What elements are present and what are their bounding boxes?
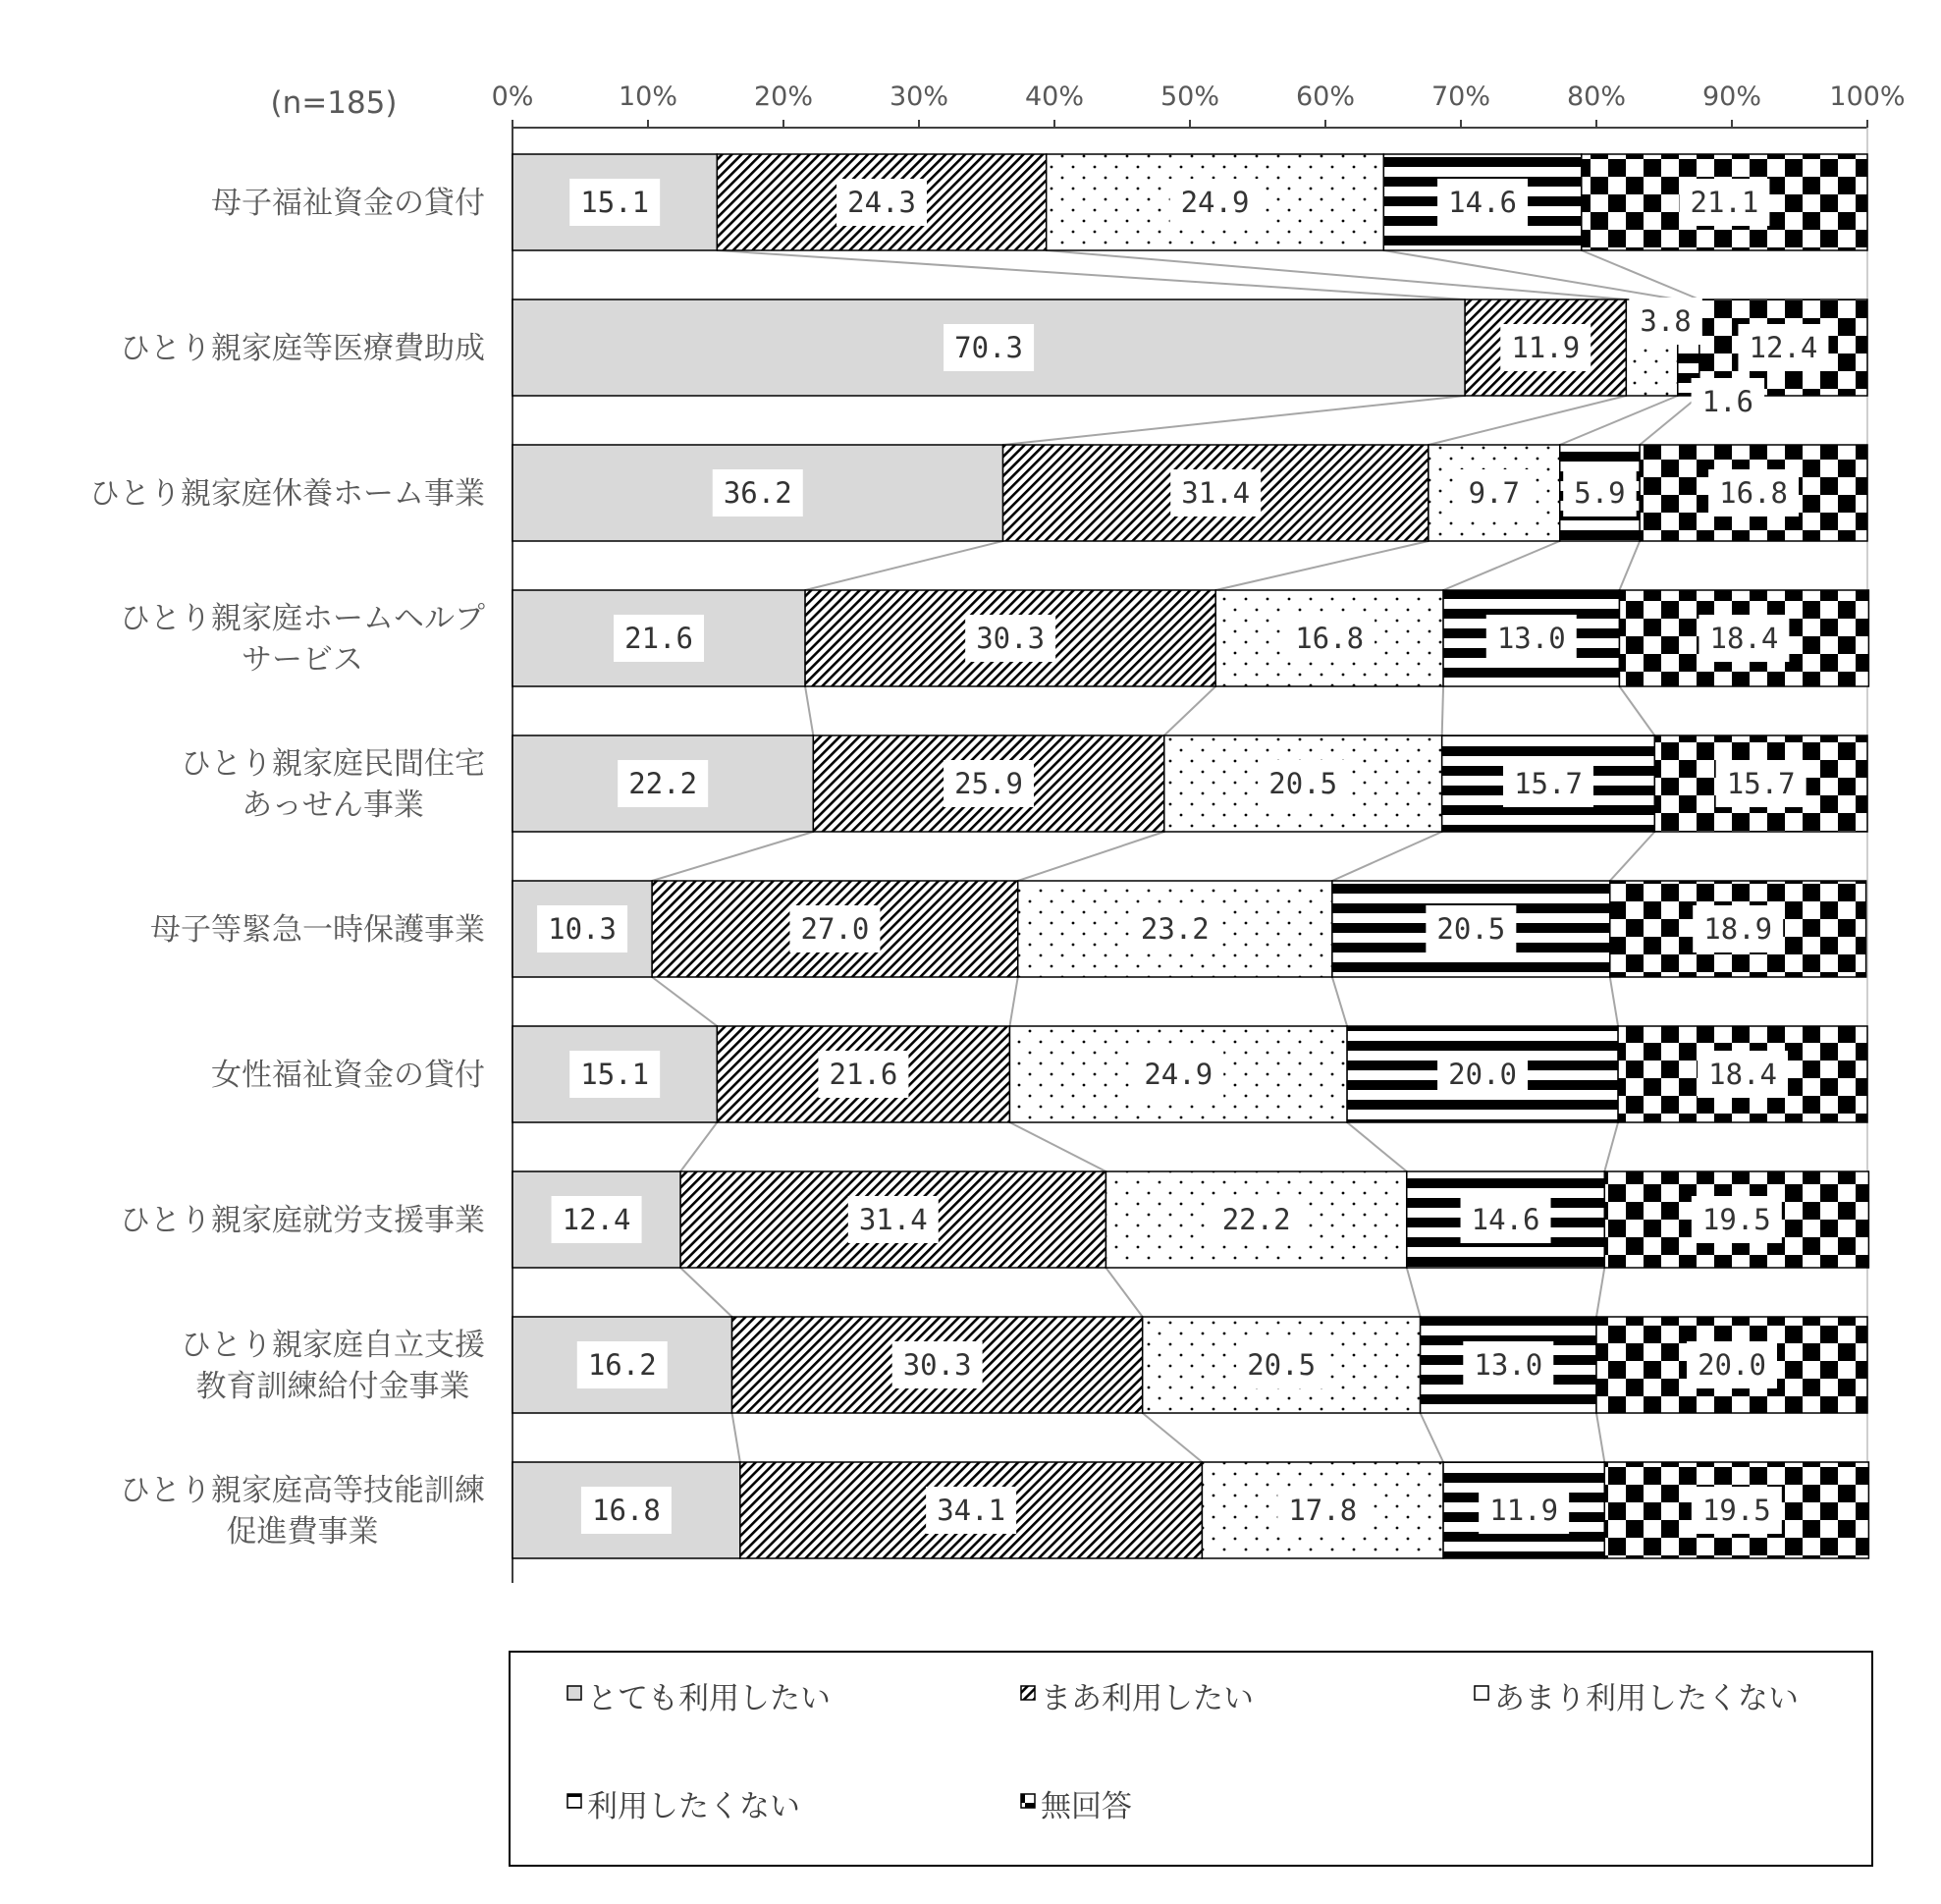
category-label: ひとり親家庭民間住宅 (181, 746, 485, 782)
value-label: 24.9 (1144, 1058, 1213, 1091)
legend-swatch (567, 1794, 581, 1808)
value-label: 19.5 (1701, 1494, 1771, 1527)
connector-line (1407, 1268, 1421, 1317)
legend (510, 1652, 1872, 1866)
connector-line (1429, 396, 1626, 445)
connector-line (1421, 1413, 1443, 1462)
connector-line (1443, 541, 1560, 590)
value-label: 10.3 (548, 912, 617, 946)
legend-label: 無回答 (1041, 1789, 1132, 1824)
x-tick-label: 40% (1024, 82, 1085, 112)
value-label: 21.6 (829, 1058, 898, 1091)
value-label: 3.8 (1640, 304, 1692, 338)
value-label: 25.9 (954, 767, 1023, 800)
value-label: 20.5 (1247, 1348, 1317, 1382)
value-label: 11.9 (1511, 331, 1581, 364)
value-label: 20.0 (1698, 1348, 1766, 1382)
category-label: 母子等緊急一時保護事業 (150, 912, 485, 948)
connector-line (717, 250, 1465, 299)
value-label: 15.1 (580, 186, 650, 219)
connector-line (1018, 832, 1164, 881)
connector-line (680, 1268, 731, 1317)
connector-line (1105, 1268, 1142, 1317)
connector-line (1003, 396, 1466, 445)
value-label: 12.4 (562, 1203, 631, 1236)
value-label: 12.4 (1749, 331, 1818, 364)
value-label: 16.8 (591, 1494, 661, 1527)
category-label: ひとり親家庭休養ホーム事業 (89, 476, 485, 512)
category-label: ひとり親家庭高等技能訓練 (120, 1473, 485, 1508)
value-label: 23.2 (1140, 912, 1210, 946)
value-label: 18.4 (1708, 1058, 1777, 1091)
value-label: 16.8 (1719, 476, 1789, 510)
connector-line (652, 977, 717, 1026)
value-label: 18.9 (1703, 912, 1773, 946)
connector-line (1332, 832, 1442, 881)
category-labels (89, 186, 485, 1550)
value-label: 1.6 (1701, 385, 1754, 418)
legend-swatch (1475, 1686, 1488, 1700)
connector-line (1610, 832, 1655, 881)
connector-line (1215, 541, 1429, 590)
connector-line (1332, 977, 1347, 1026)
x-tick-label: 10% (618, 82, 678, 112)
value-label: 15.1 (580, 1058, 650, 1091)
connector-line (1347, 1122, 1407, 1171)
value-label: 20.5 (1436, 912, 1506, 946)
value-label: 20.0 (1448, 1058, 1518, 1091)
legend-label: とても利用したい (587, 1681, 831, 1716)
bars (512, 154, 1868, 1558)
category-label: 女性福祉資金の貸付 (211, 1058, 485, 1093)
x-tick-label: 60% (1295, 82, 1356, 112)
x-tick-label: 20% (753, 82, 814, 112)
value-label: 14.6 (1448, 186, 1518, 219)
connector-line (1047, 250, 1627, 299)
legend-label: あまり利用したくない (1494, 1681, 1799, 1716)
value-label: 36.2 (723, 476, 792, 510)
connector-line (1619, 686, 1654, 735)
category-label: ひとり親家庭ホームヘルプ (120, 601, 485, 636)
value-label: 9.7 (1468, 476, 1521, 510)
legend-swatch (567, 1686, 581, 1700)
value-label: 30.3 (976, 622, 1046, 655)
connector-line (1009, 977, 1017, 1026)
value-label: 14.6 (1471, 1203, 1540, 1236)
connector-line (1143, 1413, 1203, 1462)
connector-line (732, 1413, 740, 1462)
x-tick-label: 50% (1159, 82, 1220, 112)
value-label: 21.1 (1690, 186, 1759, 219)
value-label: 19.5 (1701, 1203, 1771, 1236)
value-label: 17.8 (1288, 1494, 1358, 1527)
category-label: ひとり親家庭自立支援 (181, 1328, 485, 1363)
category-label: ひとり親家庭就労支援事業 (120, 1203, 485, 1238)
value-label: 16.8 (1295, 622, 1365, 655)
connector-line (652, 832, 813, 881)
value-label: 31.4 (1181, 476, 1251, 510)
connector-line (1164, 686, 1215, 735)
category-label: あっせん事業 (242, 788, 424, 823)
value-label: 27.0 (800, 912, 870, 946)
category-label: 促進費事業 (226, 1514, 379, 1550)
value-label: 13.0 (1474, 1348, 1543, 1382)
value-label: 21.6 (624, 622, 693, 655)
value-label: 34.1 (937, 1494, 1006, 1527)
connector-line (1442, 686, 1443, 735)
connector-line (805, 541, 1002, 590)
legend-swatch (1021, 1686, 1035, 1700)
value-label: 31.4 (858, 1203, 928, 1236)
value-label: 20.5 (1268, 767, 1338, 800)
x-tick-label: 100% (1829, 82, 1906, 112)
connector-line (1610, 977, 1618, 1026)
connector-line (805, 686, 813, 735)
connector-line (1596, 1413, 1604, 1462)
value-label: 11.9 (1489, 1494, 1559, 1527)
connector-line (680, 1122, 717, 1171)
legend-label: まあ利用したい (1041, 1681, 1254, 1716)
x-tick-label: 90% (1701, 82, 1762, 112)
x-tick-label: 70% (1430, 82, 1491, 112)
value-label: 22.2 (1221, 1203, 1291, 1236)
legend-swatch (1021, 1794, 1035, 1808)
value-label: 16.2 (587, 1348, 657, 1382)
value-label: 13.0 (1496, 622, 1566, 655)
connector-line (1560, 396, 1678, 445)
category-label: 母子福祉資金の貸付 (211, 186, 485, 221)
legend-label: 利用したくない (587, 1789, 800, 1824)
value-label: 24.9 (1180, 186, 1250, 219)
value-label: 70.3 (954, 331, 1023, 364)
value-label: 30.3 (902, 1348, 972, 1382)
value-label: 22.2 (628, 767, 698, 800)
sample-size-note: (n=185) (270, 85, 398, 121)
value-label: 24.3 (847, 186, 916, 219)
connector-line (1619, 541, 1640, 590)
x-tick-label: 0% (491, 82, 534, 112)
category-label: サービス (242, 642, 363, 678)
connector-line (1604, 1122, 1618, 1171)
connector-line (1009, 1122, 1105, 1171)
value-label: 5.9 (1574, 476, 1626, 510)
category-label: 教育訓練給付金事業 (195, 1369, 470, 1404)
value-label: 15.7 (1514, 767, 1583, 800)
x-tick-label: 80% (1566, 82, 1627, 112)
connector-line (1582, 250, 1699, 299)
value-label: 15.7 (1726, 767, 1796, 800)
x-tick-label: 30% (889, 82, 949, 112)
connector-line (1640, 396, 1699, 445)
value-label: 18.4 (1709, 622, 1779, 655)
category-label: ひとり親家庭等医療費助成 (120, 331, 485, 366)
connector-lines (652, 250, 1699, 1462)
connector-line (1596, 1268, 1604, 1317)
